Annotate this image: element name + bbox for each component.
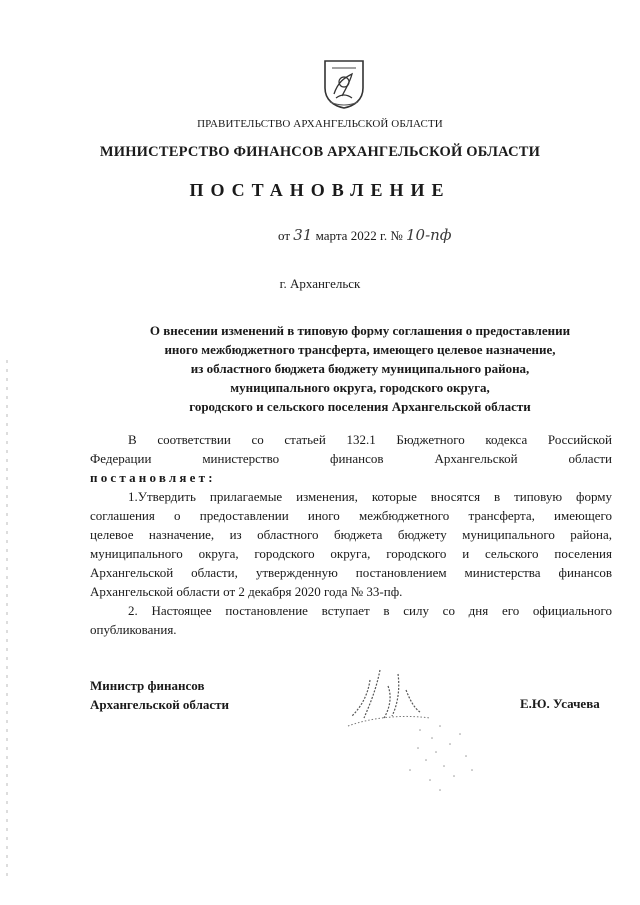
body-line: Федерации министерство финансов Архангельской области [90, 451, 612, 466]
date-prefix: от [278, 228, 291, 243]
body-line: 1.Утвердить прилагаемые изменения, которые вносятся в типовую форму [128, 489, 612, 504]
signatory-title [90, 676, 229, 714]
date-day-handwritten: 31 [293, 226, 313, 244]
body-line: 2. Настоящее постановление вступает в силу со дня его официального [128, 603, 612, 618]
document-number-handwritten: 10-пф [405, 226, 452, 244]
coat-of-arms-icon [322, 58, 366, 110]
document-city: г. Архангельск [279, 276, 361, 291]
body-line: соглашения о предоставлении иного межбюджетного трансферта, имеющего [90, 508, 612, 523]
body-line: опубликования. [90, 622, 177, 637]
body-line: целевое назначение, из областного бюджета бюджету муниципального района, [90, 527, 612, 542]
signatory-title-line: Министр финансов [90, 678, 205, 693]
body-line: муниципального округа, городского округа, городского и сельского поселения [90, 546, 612, 561]
document-dateline [278, 226, 452, 244]
ministry-name: МИНИСТЕРСТВО ФИНАНСОВ АРХАНГЕЛЬСКОЙ ОБЛАСТИ [99, 144, 541, 160]
subject-line: муниципального округа, городского округа, [230, 380, 490, 395]
subject-line: из областного бюджета бюджету муниципального района, [190, 361, 530, 376]
signatory-title-line: Архангельской области [90, 697, 230, 712]
resolves-word: постановляет: [90, 470, 216, 485]
subject-line: городского и сельского поселения Архангельской области [189, 399, 531, 414]
margin-registration-stamp [4, 360, 10, 880]
document-type: ПОСТАНОВЛЕНИЕ [189, 180, 451, 200]
body-line: В соответствии со статьей 132.1 Бюджетного кодекса Российской [128, 432, 612, 447]
document-body [90, 430, 612, 639]
government-name: ПРАВИТЕЛЬСТВО АРХАНГЕЛЬСКОЙ ОБЛАСТИ [197, 118, 443, 130]
body-line: Архангельской области от 2 декабря 2020 года № 33-пф. [90, 584, 403, 599]
date-month-year: марта 2022 г. № [315, 228, 403, 243]
body-line: Архангельской области, утвержденную постановлением министерства финансов [90, 565, 612, 580]
signatory-name: Е.Ю. Усачева [520, 696, 600, 711]
handwritten-signature [340, 660, 510, 800]
subject-line: иного межбюджетного трансферта, имеющего целевое назначение, [164, 342, 556, 357]
document-subject [90, 321, 630, 416]
subject-line: О внесении изменений в типовую форму соглашения о предоставлении [149, 323, 571, 338]
